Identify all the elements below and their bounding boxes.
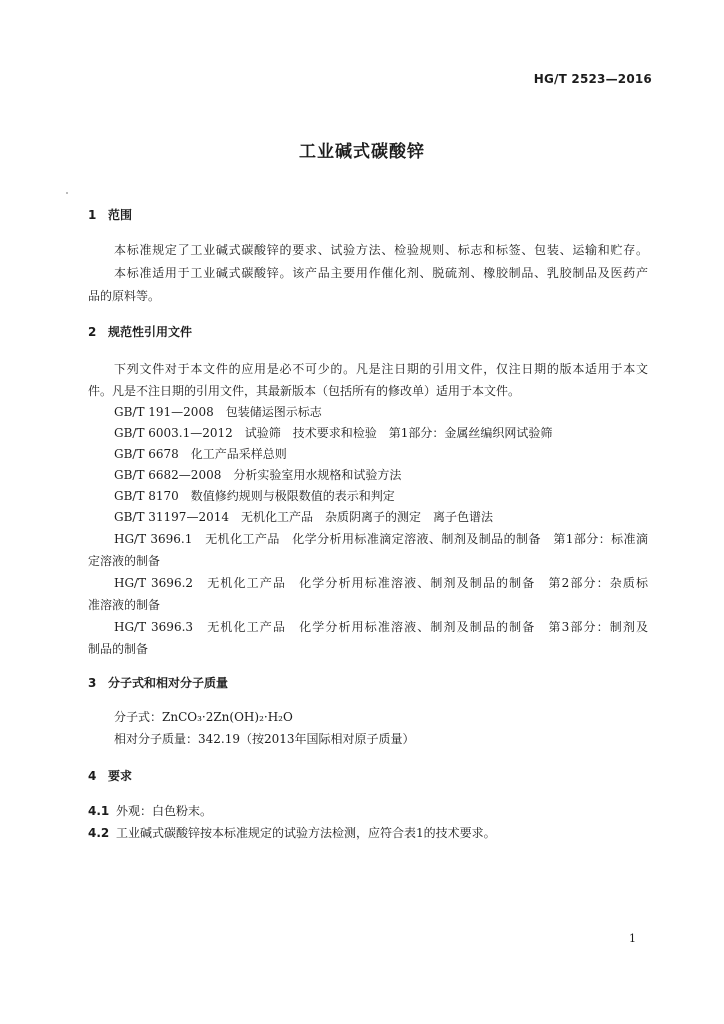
section-title: 分子式和相对分子质量 — [108, 676, 229, 690]
scan-mark — [66, 192, 68, 194]
scope-paragraph-2-line-2: 品的原料等。 — [88, 289, 161, 303]
requirement-item — [88, 803, 212, 819]
scope-paragraph-2-line-1: 本标准适用于工业碱式碳酸锌。该产品主要用作催化剂、脱硫剂、橡胶制品、乳胶制品及医药产 — [114, 266, 648, 280]
references-intro-line-1: 下列文件对于本文件的应用是必不可少的。凡是注日期的引用文件，仅注日期的版本适用于本文 — [114, 362, 648, 376]
requirement-number: 4.1 — [88, 804, 110, 818]
document-title: 工业碱式碳酸锌 — [299, 142, 425, 162]
section-4-heading — [88, 767, 132, 784]
molecular-formula: 分子式：ZnCO₃·2Zn(OH)₂·H₂O — [114, 710, 293, 724]
reference-item-hg3-line-1: HG/T 3696.3 无机化工产品 化学分析用标准溶液、制剂及制品的制备 第3部分：制剂及 — [114, 620, 648, 634]
section-3-heading — [88, 674, 228, 691]
section-number: 4 — [88, 769, 97, 783]
reference-item: GB/T 6003.1—2012 试验筛 技术要求和检验 第1部分：金属丝编织网试验筛 — [114, 426, 553, 440]
section-title: 规范性引用文件 — [108, 325, 193, 339]
reference-item: GB/T 191—2008 包装储运图示标志 — [114, 405, 322, 419]
section-number: 1 — [88, 208, 97, 222]
standard-code: HG/T 2523—2016 — [533, 72, 652, 86]
section-title: 范围 — [108, 208, 133, 222]
reference-item: GB/T 31197—2014 无机化工产品 杂质阴离子的测定 离子色谱法 — [114, 510, 493, 524]
section-1-heading — [88, 206, 132, 223]
page-number: 1 — [629, 932, 636, 945]
section-number: 2 — [88, 325, 97, 339]
reference-item-hg2-line-1: HG/T 3696.2 无机化工产品 化学分析用标准溶液、制剂及制品的制备 第2部分：杂质标 — [114, 576, 648, 590]
molecular-mass: 相对分子质量：342.19（按2013年国际相对原子质量） — [114, 732, 415, 746]
section-2-heading — [88, 323, 192, 340]
references-intro-line-2: 件。凡是不注日期的引用文件，其最新版本（包括所有的修改单）适用于本文件。 — [88, 384, 521, 398]
reference-item: GB/T 6682—2008 分析实验室用水规格和试验方法 — [114, 468, 402, 482]
reference-item-hg2-line-2: 准溶液的制备 — [88, 598, 161, 612]
section-number: 3 — [88, 676, 97, 690]
requirement-text: 工业碱式碳酸锌按本标准规定的试验方法检测，应符合表1的技术要求。 — [116, 826, 496, 840]
requirement-text: 外观：白色粉末。 — [116, 804, 213, 818]
reference-item: GB/T 8170 数值修约规则与极限数值的表示和判定 — [114, 489, 395, 503]
reference-item-hg3-line-2: 制品的制备 — [88, 642, 149, 656]
requirement-number: 4.2 — [88, 826, 110, 840]
reference-item-hg1-line-2: 定溶液的制备 — [88, 554, 161, 568]
section-title: 要求 — [108, 769, 133, 783]
reference-item: GB/T 6678 化工产品采样总则 — [114, 447, 287, 461]
requirement-item — [88, 825, 496, 841]
scope-paragraph-1: 本标准规定了工业碱式碳酸锌的要求、试验方法、检验规则、标志和标签、包装、运输和贮存。 — [114, 243, 648, 257]
reference-item-hg1-line-1: HG/T 3696.1 无机化工产品 化学分析用标准滴定溶液、制剂及制品的制备 第1部分：标准滴 — [114, 532, 648, 546]
